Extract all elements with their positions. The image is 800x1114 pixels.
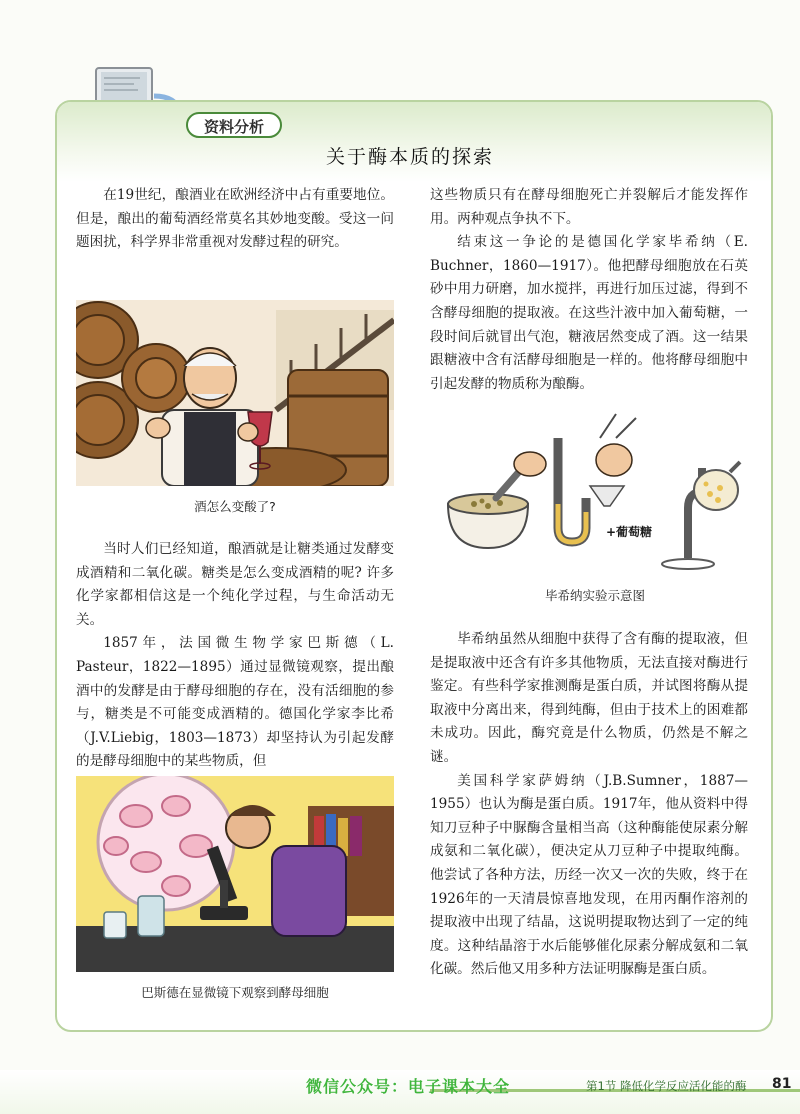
pasteur-microscope-illustration — [76, 776, 394, 972]
paragraph-continued: 这些物质只有在酵母细胞死亡并裂解后才能发挥作用。两种观点争执不下。 — [430, 187, 748, 227]
figure-caption-buchner: 毕希纳实验示意图 — [544, 588, 645, 603]
paragraph: 1857年，法国微生物学家巴斯德（L. Pasteur，1822—1895）通过显微镜观察，提出酿酒中的发酵是由于酵母细胞的存在，没有活细胞的参与，糖类是不可能变成酒精的。德国化学家李比希（J.V.Liebig，1803—1873）却坚持认为引起发酵的是酵母细胞中的某些物质，但 — [76, 635, 394, 770]
right-top-text — [430, 184, 748, 396]
figure-caption-pasteur: 巴斯德在显微镜下观察到酵母细胞 — [141, 985, 329, 1000]
paragraph: 结束这一争论的是德国化学家毕希纳（E. Buchner，1860—1917）。他把酵母细胞放在石英砂中用力研磨，加水搅拌，再进行加压过滤，得到不含酵母细胞的提取液。在这些汁液中加入葡萄糖，一段时间后就冒出气泡，糖液居然变成了酒。这一结果跟糖液中含有活酵母细胞是一样的。他将酵母细胞中引起发酵的物质称为酿酶。 — [430, 234, 748, 392]
paragraph: 美国科学家萨姆纳（J.B.Sumner，1887—1955）也认为酶是蛋白质。1917年，他从资料中得知刀豆种子中脲酶含量相当高（这种酶能使尿素分解成氨和二氧化碳），便决定从刀豆种子中提取纯酶。他尝试了各种方法，历经一次又一次的失败，终于在1926年的一天清晨惊喜地发现，在用丙酮作溶剂的提取液中出现了结晶，这说明提取物达到了一定的纯度。这种结晶溶于水后能够催化尿素分解成氨和二氧化碳。然后他又用多种方法证明脲酶是蛋白质。 — [430, 772, 748, 978]
wine-tasting-illustration — [76, 300, 394, 486]
paragraph: 当时人们已经知道，酿酒就是让糖类通过发酵变成酒精和二氧化碳。糖类是怎么变成酒精的呢? 许多化学家都相信这是一个纯化学过程，与生命活动无关。 — [76, 541, 394, 628]
page-title: 关于酶本质的探索 — [325, 146, 494, 168]
wechat-watermark: 微信公众号：电子课本大全 — [306, 1077, 511, 1096]
left-middle-text — [76, 538, 394, 774]
page-number: 81 — [772, 1076, 792, 1092]
paragraph: 毕希纳虽然从细胞中获得了含有酶的提取液，但是提取液中还含有许多其他物质，无法直接对酶进行鉴定。有些科学家推测酶是蛋白质，并试图将酶从提取液中分离出来，得到纯酶，但由于技术上的困难都未成功。因此，酶究竟是什么物质，仍然是不解之谜。 — [430, 631, 748, 765]
section-tag: 资料分析 — [186, 112, 282, 138]
glucose-label: +葡萄糖 — [606, 525, 653, 539]
paragraph: 在19世纪，酿酒业在欧洲经济中占有重要地位。但是，酿出的葡萄酒经常莫名其妙地变酸。受这一问题困扰，科学界非常重视对发酵过程的研究。 — [76, 187, 394, 251]
left-intro-text — [76, 184, 394, 255]
figure-caption-wine: 酒怎么变酸了? — [194, 499, 276, 514]
chapter-title: 第1节 降低化学反应活化能的酶 — [586, 1079, 747, 1093]
right-bottom-text — [430, 628, 748, 982]
buchner-experiment-diagram — [440, 408, 750, 576]
